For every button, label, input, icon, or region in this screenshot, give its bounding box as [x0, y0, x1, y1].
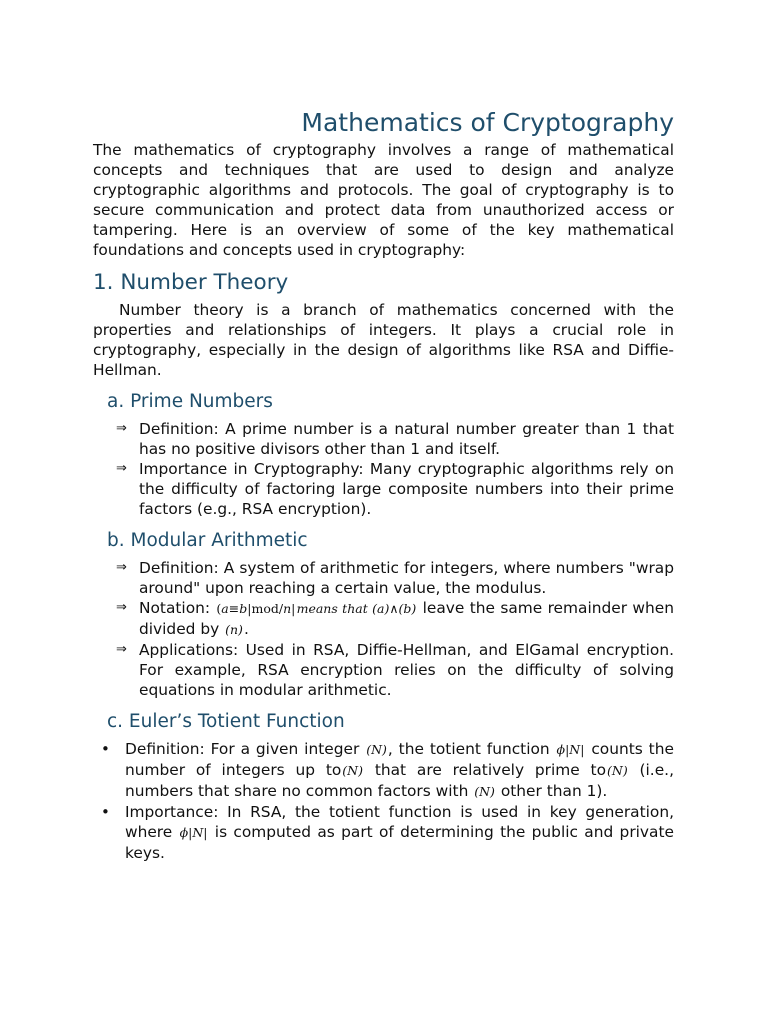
- subheading-prime-numbers: a. Prime Numbers: [107, 391, 273, 412]
- subheading-euler-totient: c. Euler’s Totient Function: [107, 711, 345, 732]
- list-item: • Definition: For a given integer (N), the totient function ϕ|N| counts the number of integers up to(N) that are relatively prime to(N) (i.e., numbers that share no common factors with (N) other than 1).: [101, 740, 674, 800]
- n-formula: (N): [342, 763, 363, 778]
- phi-formula: ϕ|N|: [556, 742, 585, 757]
- congruence-formula: (a≡b|mod/n| means that (a)∧(b): [216, 601, 417, 616]
- subheading-modular-arithmetic: b. Modular Arithmetic: [107, 530, 308, 551]
- arrow-icon: ⇒: [116, 461, 127, 476]
- bullet-icon: •: [101, 740, 110, 758]
- modular-definition: Definition: A system of arithmetic for integers, where numbers "wrap around" upon reaching a certain value, the modulus.: [139, 559, 674, 597]
- arrow-icon: ⇒: [116, 642, 127, 657]
- document-title: Mathematics of Cryptography: [301, 108, 674, 137]
- phi-formula: ϕ|N|: [179, 825, 208, 840]
- number-theory-paragraph: Number theory is a branch of mathematics concerned with the properties and relationships of integers. It plays a crucial role in cryptography, especially in the design of algorithms like RSA and Diffie-Hellman.: [93, 301, 674, 379]
- n-formula: (N): [474, 784, 495, 799]
- prime-definition: Definition: A prime number is a natural number greater than 1 that has no positive divisors other than 1 and itself.: [139, 420, 674, 458]
- arrow-icon: ⇒: [116, 421, 127, 436]
- notation-text: leave the same remainder when divided by: [139, 599, 674, 638]
- list-item: [93, 640, 674, 700]
- euler-totient-list: [93, 739, 674, 863]
- list-item: [93, 558, 674, 598]
- n-formula: (N): [366, 742, 387, 757]
- modulus-formula: (n): [225, 622, 243, 637]
- section-heading-number-theory: 1. Number Theory: [93, 270, 289, 295]
- modular-arithmetic-list: [93, 558, 674, 700]
- modular-applications: Applications: Used in RSA, Diffie-Hellman, and ElGamal encryption. For example, RSA encryption relies on the difficulty of solving equations in modular arithmetic.: [139, 641, 674, 699]
- prime-importance: Importance in Cryptography: Many cryptographic algorithms rely on the difficulty of factoring large composite numbers into their prime factors (e.g., RSA encryption).: [139, 460, 674, 518]
- list-item: [93, 419, 674, 459]
- document-content: [93, 106, 674, 863]
- intro-paragraph: The mathematics of cryptography involves a range of mathematical concepts and techniques that are used to design and analyze cryptographic algorithms and protocols. The goal of cryptography is to secure communication and protect data from unauthorized access or tampering. Here is an overview of some of the key mathematical foundations and concepts used in cryptography:: [93, 141, 674, 259]
- bullet-icon: •: [101, 803, 110, 821]
- notation-label: Notation:: [139, 599, 211, 617]
- list-item: [93, 459, 674, 519]
- list-item: ⇒ Notation: (a≡b|mod/n| means that (a)∧(b) leave the same remainder when divided by (n).: [116, 599, 674, 638]
- n-formula: (N): [607, 763, 628, 778]
- prime-numbers-list: [93, 419, 674, 519]
- arrow-icon: ⇒: [116, 560, 127, 575]
- arrow-icon: ⇒: [116, 600, 127, 615]
- list-item: • Importance: In RSA, the totient function is used in key generation, where ϕ|N| is computed as part of determining the public and private keys.: [101, 803, 674, 862]
